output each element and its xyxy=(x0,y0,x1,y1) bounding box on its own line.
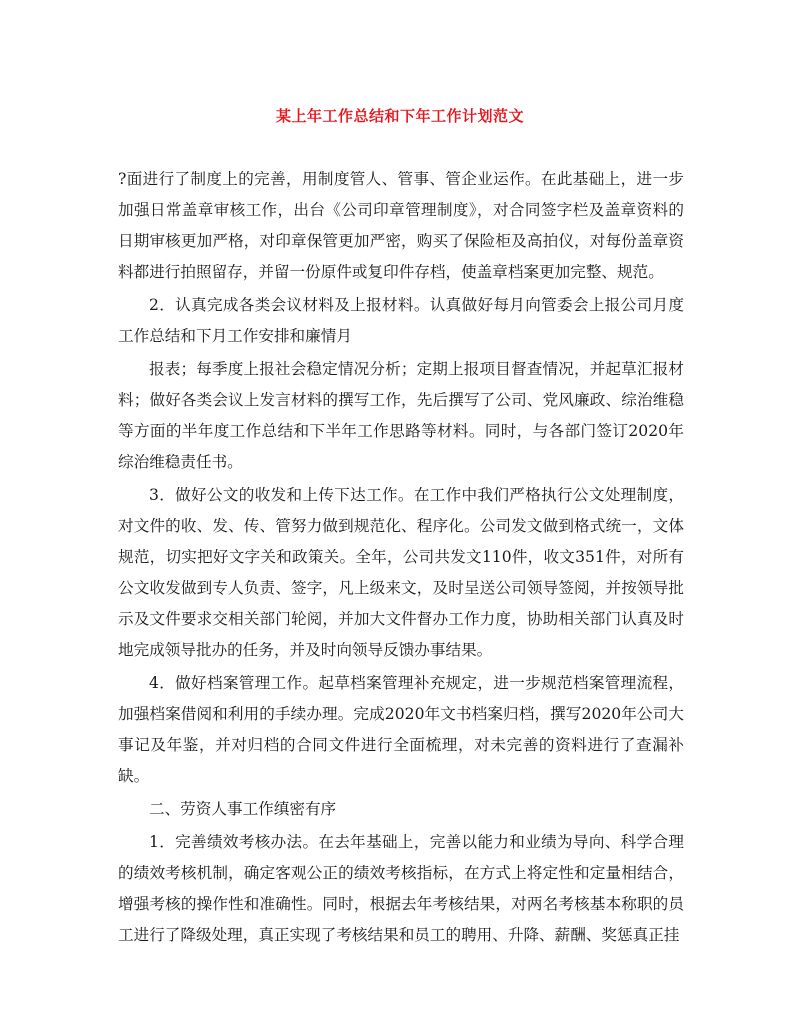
paragraph-performance-review: 1．完善绩效考核办法。在去年基础上，完善以能力和业绩为导向、科学合理的绩效考核机制，确定客观公正的绩效考核指标，在方式上将定性和定量相结合，增强考核的操作性和准确性。同时，根据去年考核结果，对两名考核基本称职的员工进行了降级处理，真正实现了考核结果和员工的聘用、升降、薪酬、奖惩真正挂 xyxy=(118,833,684,944)
paragraph-meeting-materials: 2．认真完成各类会议材料及上报材料。认真做好每月向管委会上报公司月度工作总结和下月工作安排和廉情月 xyxy=(118,296,684,345)
section-heading-hr: 二、劳资人事工作缜密有序 xyxy=(149,800,337,818)
paragraph-reports: 报表；每季度上报社会稳定情况分析；定期上报项目督查情况，并起草汇报材料；做好各类会议上发言材料的撰写工作，先后撰写了公司、党风廉政、综治维稳等方面的半年度工作总结和下半年工作思路等材料。同时，与各部门签订2020年综治维稳责任书。 xyxy=(118,360,684,471)
paragraph-seal-management: ?面进行了制度上的完善，用制度管人、管事、管企业运作。在此基础上，进一步加强日常盖章审核工作，出台《公司印章管理制度》，对合同签字栏及盖章资料的日期审核更加严格，对印章保管更加严密，购买了保险柜及高拍仪，对每份盖章资料都进行拍照留存，并留一份原件或复印件存档，使盖章档案更加完整、规范。 xyxy=(118,170,684,281)
document-body xyxy=(118,164,684,953)
document-title: 某上年工作总结和下年工作计划范文 xyxy=(275,107,524,125)
paragraph-archive-management: 4．做好档案管理工作。起草档案管理补充规定，进一步规范档案管理流程，加强档案借阅和利用的手续办理。完成2020年文书档案归档，撰写2020年公司大事记及年鉴，并对归档的合同文件进行全面梳理，对未完善的资料进行了查漏补缺。 xyxy=(118,674,684,785)
paragraph-document-handling: 3．做好公文的收发和上传下达工作。在工作中我们严格执行公文处理制度，对文件的收、发、传、管努力做到规范化、程序化。公司发文做到格式统一，文体规范，切实把好文字关和政策关。全年，公司共发文110件，收文351件，对所有公文收发做到专人负责、签字，凡上级来文，及时呈送公司领导签阅，并按领导批示及文件要求交相关部门轮阅，并加大文件督办工作力度，协助相关部门认真及时地完成领导批办的任务，并及时向领导反馈办事结果。 xyxy=(118,486,684,659)
